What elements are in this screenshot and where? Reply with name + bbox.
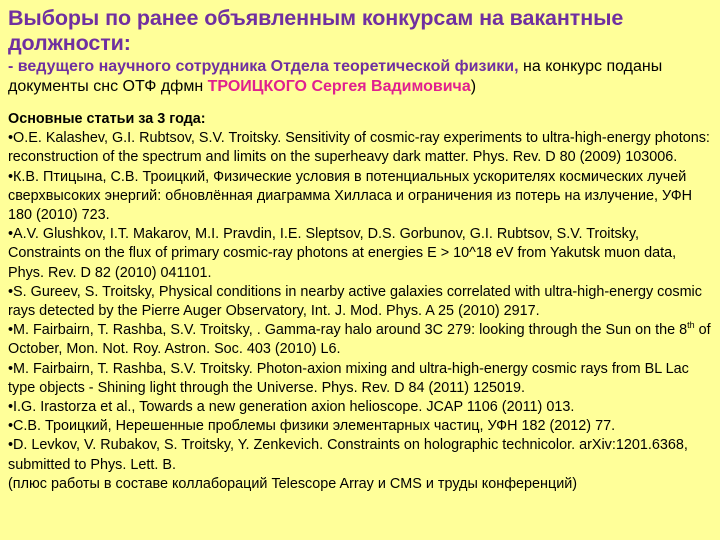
article-halo-sup: th bbox=[687, 320, 695, 331]
article-halo-before: •M. Fairbairn, T. Rashba, S.V. Troitsky, . Gamma-ray halo around 3C 279: looking through the Sun on the 8 bbox=[8, 322, 688, 339]
article-halo-after: of October, Mon. Not. Roy. Astron. Soc. 403 (2010) L6. bbox=[8, 322, 711, 358]
article-item-halo bbox=[8, 321, 712, 359]
article-item: •D. Levkov, V. Rubakov, S. Troitsky, Y. Zenkevich. Constraints on holographic technicolor. arXiv:1201.6368, submitted to Phys. Lett. B. bbox=[8, 437, 688, 473]
article-item: •С.В. Троицкий, Нерешенные проблемы физики элементарных частиц, УФН 182 (2012) 77. bbox=[8, 418, 616, 435]
articles-heading: Основные статьи за 3 года: bbox=[8, 111, 206, 127]
candidate-name: ТРОИЦКОГО Сергея Вадимовича bbox=[207, 78, 471, 95]
article-item: •O.E. Kalashev, G.I. Rubtsov, S.V. Troitsky. Sensitivity of cosmic-ray experiments to ultra-high-energy photons: reconstruction of the spectrum and limits on the superheavy dark matter. Phys. Rev. D 80 (2009) 103006. bbox=[8, 130, 710, 166]
article-item: •A.V. Glushkov, I.T. Makarov, M.I. Pravdin, I.E. Sleptsov, D.S. Gorbunov, G.I. Rubtsov, S.V. Troitsky, Constraints on the flux of primary cosmic-ray photons at energies E > 10^18 eV from Yakutsk muon data, Phys. Rev. D 82 (2010) 041101. bbox=[8, 226, 677, 281]
article-item: •К.В. Птицына, С.В. Троицкий, Физические условия в потенциальных ускорителях космических лучей сверхвысоких энергий: обновлённая диаграмма Хилласа и ограничения из потерь на излучение, УФН 180 (2010) 723. bbox=[8, 168, 693, 224]
article-item: •M. Fairbairn, T. Rashba, S.V. Troitsky. Photon-axion mixing and ultra-high-energy cosmic rays from BL Lac type objects - Shining light through the Universe. Phys. Rev. D 84 (2011) 125019. bbox=[8, 360, 689, 396]
position-text: - ведущего научного сотрудника Отдела теоретической физики, bbox=[8, 58, 519, 75]
slide-title: Выборы по ранее объявленным конкурсам на вакантные должности: bbox=[8, 6, 624, 55]
articles-list bbox=[8, 110, 712, 494]
footer-note: (плюс работы в составе коллабораций Telescope Array и CMS и труды конференций) bbox=[8, 475, 578, 492]
intro-text: на конкурс поданы документы снс ОТФ дфмн bbox=[8, 58, 663, 95]
article-item: •I.G. Irastorza et al., Towards a new generation axion helioscope. JCAP 1106 (2011) 013. bbox=[8, 399, 575, 416]
intro-paragraph bbox=[8, 57, 712, 97]
article-item: •S. Gureev, S. Troitsky, Physical conditions in nearby active galaxies correlated with ultra-high-energy cosmic rays detected by the Pierre Auger Observatory, Int. J. Mod. Phys. A 25 (2010) 2917. bbox=[8, 283, 702, 320]
intro-close: ) bbox=[470, 78, 477, 95]
